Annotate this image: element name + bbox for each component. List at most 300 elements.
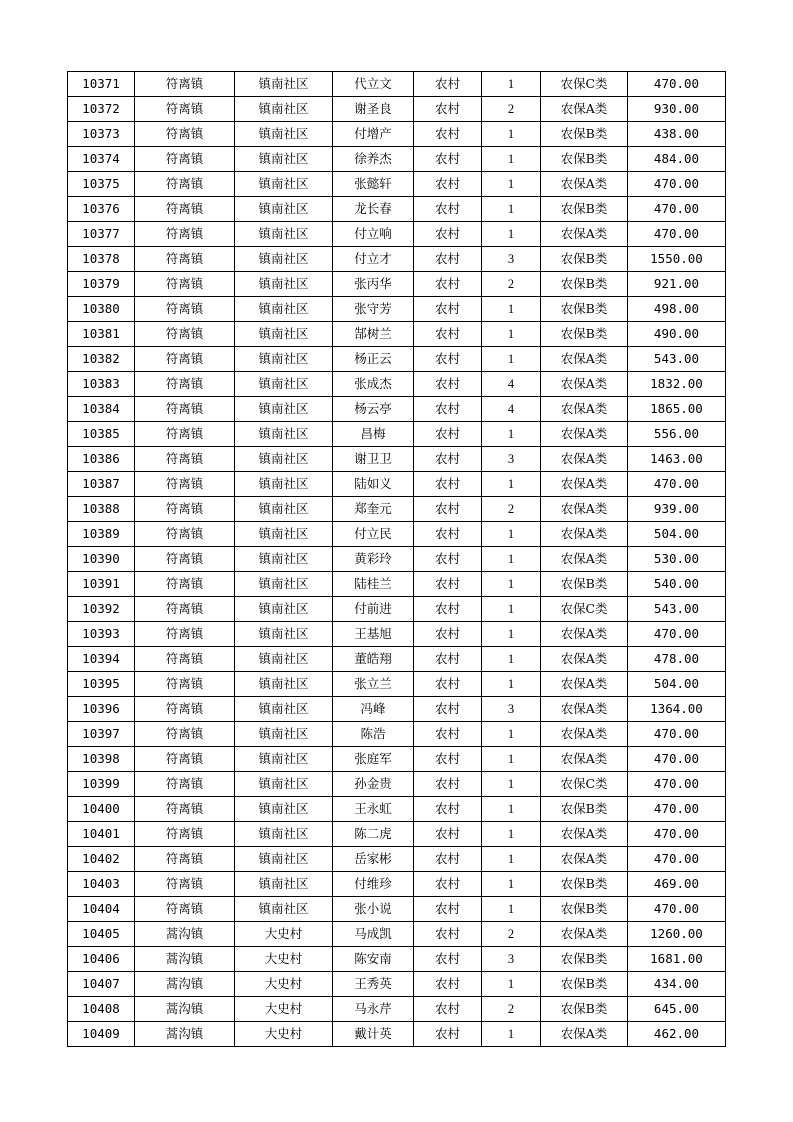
- member-count-cell: 1: [482, 147, 541, 172]
- table-row: [68, 372, 726, 397]
- member-count-cell: 1: [482, 747, 541, 772]
- person-name-cell: 谢卫卫: [333, 447, 414, 472]
- person-name-cell: 黄彩玲: [333, 547, 414, 572]
- record-id-cell: 10394: [68, 647, 135, 672]
- town-cell: 蒿沟镇: [135, 972, 235, 997]
- person-name-cell: 冯峰: [333, 697, 414, 722]
- amount-cell: 543.00: [628, 347, 726, 372]
- table-row: [68, 822, 726, 847]
- record-id-cell: 10383: [68, 372, 135, 397]
- table-row: [68, 297, 726, 322]
- town-cell: 蒿沟镇: [135, 947, 235, 972]
- household-type-cell: 农村: [414, 522, 482, 547]
- record-id-cell: 10375: [68, 172, 135, 197]
- member-count-cell: 2: [482, 922, 541, 947]
- town-cell: 符离镇: [135, 247, 235, 272]
- table-row: [68, 422, 726, 447]
- village-cell: 镇南社区: [235, 747, 333, 772]
- insurance-category-cell: 农保A类: [541, 447, 628, 472]
- member-count-cell: 1: [482, 472, 541, 497]
- town-cell: 符离镇: [135, 747, 235, 772]
- table-row: [68, 647, 726, 672]
- town-cell: 符离镇: [135, 797, 235, 822]
- member-count-cell: 2: [482, 272, 541, 297]
- table-row: [68, 397, 726, 422]
- insurance-category-cell: 农保A类: [541, 422, 628, 447]
- amount-cell: 462.00: [628, 1022, 726, 1047]
- member-count-cell: 1: [482, 772, 541, 797]
- insurance-category-cell: 农保A类: [541, 97, 628, 122]
- member-count-cell: 1: [482, 547, 541, 572]
- amount-cell: 1364.00: [628, 697, 726, 722]
- amount-cell: 470.00: [628, 797, 726, 822]
- record-id-cell: 10385: [68, 422, 135, 447]
- amount-cell: 470.00: [628, 472, 726, 497]
- record-id-cell: 10404: [68, 897, 135, 922]
- town-cell: 符离镇: [135, 322, 235, 347]
- village-cell: 大史村: [235, 1022, 333, 1047]
- village-cell: 镇南社区: [235, 297, 333, 322]
- village-cell: 镇南社区: [235, 247, 333, 272]
- insurance-category-cell: 农保B类: [541, 147, 628, 172]
- insurance-category-cell: 农保B类: [541, 272, 628, 297]
- amount-cell: 470.00: [628, 847, 726, 872]
- household-type-cell: 农村: [414, 472, 482, 497]
- person-name-cell: 代立文: [333, 72, 414, 97]
- table-row: [68, 872, 726, 897]
- village-cell: 镇南社区: [235, 847, 333, 872]
- amount-cell: 1550.00: [628, 247, 726, 272]
- village-cell: 镇南社区: [235, 622, 333, 647]
- town-cell: 符离镇: [135, 572, 235, 597]
- person-name-cell: 孙金贵: [333, 772, 414, 797]
- member-count-cell: 2: [482, 997, 541, 1022]
- person-name-cell: 王基旭: [333, 622, 414, 647]
- insurance-category-cell: 农保B类: [541, 322, 628, 347]
- household-type-cell: 农村: [414, 872, 482, 897]
- town-cell: 符离镇: [135, 222, 235, 247]
- member-count-cell: 1: [482, 847, 541, 872]
- household-type-cell: 农村: [414, 172, 482, 197]
- household-type-cell: 农村: [414, 72, 482, 97]
- town-cell: 符离镇: [135, 822, 235, 847]
- table-row: [68, 97, 726, 122]
- member-count-cell: 1: [482, 1022, 541, 1047]
- amount-cell: 530.00: [628, 547, 726, 572]
- person-name-cell: 龙长春: [333, 197, 414, 222]
- person-name-cell: 张懿轩: [333, 172, 414, 197]
- amount-cell: 470.00: [628, 897, 726, 922]
- person-name-cell: 付维珍: [333, 872, 414, 897]
- insurance-category-cell: 农保B类: [541, 997, 628, 1022]
- household-type-cell: 农村: [414, 372, 482, 397]
- member-count-cell: 1: [482, 347, 541, 372]
- record-id-cell: 10372: [68, 97, 135, 122]
- person-name-cell: 张庭军: [333, 747, 414, 772]
- record-id-cell: 10405: [68, 922, 135, 947]
- table-row: [68, 72, 726, 97]
- town-cell: 符离镇: [135, 297, 235, 322]
- record-id-cell: 10408: [68, 997, 135, 1022]
- record-id-cell: 10380: [68, 297, 135, 322]
- record-id-cell: 10382: [68, 347, 135, 372]
- member-count-cell: 1: [482, 172, 541, 197]
- member-count-cell: 1: [482, 522, 541, 547]
- person-name-cell: 董皓翔: [333, 647, 414, 672]
- town-cell: 符离镇: [135, 622, 235, 647]
- household-type-cell: 农村: [414, 347, 482, 372]
- table-row: [68, 272, 726, 297]
- town-cell: 符离镇: [135, 147, 235, 172]
- amount-cell: 543.00: [628, 597, 726, 622]
- record-id-cell: 10403: [68, 872, 135, 897]
- amount-cell: 470.00: [628, 772, 726, 797]
- record-id-cell: 10388: [68, 497, 135, 522]
- town-cell: 蒿沟镇: [135, 1022, 235, 1047]
- person-name-cell: 戴计英: [333, 1022, 414, 1047]
- record-id-cell: 10373: [68, 122, 135, 147]
- town-cell: 符离镇: [135, 272, 235, 297]
- member-count-cell: 1: [482, 872, 541, 897]
- insurance-category-cell: 农保B类: [541, 197, 628, 222]
- amount-cell: 1463.00: [628, 447, 726, 472]
- member-count-cell: 1: [482, 722, 541, 747]
- member-count-cell: 1: [482, 297, 541, 322]
- household-type-cell: 农村: [414, 497, 482, 522]
- member-count-cell: 1: [482, 222, 541, 247]
- record-id-cell: 10402: [68, 847, 135, 872]
- member-count-cell: 1: [482, 322, 541, 347]
- insurance-category-cell: 农保C类: [541, 72, 628, 97]
- insurance-category-cell: 农保B类: [541, 572, 628, 597]
- person-name-cell: 谢圣良: [333, 97, 414, 122]
- table-row: [68, 1022, 726, 1047]
- insurance-category-cell: 农保A类: [541, 922, 628, 947]
- amount-cell: 478.00: [628, 647, 726, 672]
- member-count-cell: 3: [482, 447, 541, 472]
- amount-cell: 930.00: [628, 97, 726, 122]
- member-count-cell: 4: [482, 397, 541, 422]
- person-name-cell: 陆桂兰: [333, 572, 414, 597]
- amount-cell: 438.00: [628, 122, 726, 147]
- insurance-category-cell: 农保A类: [541, 847, 628, 872]
- amount-cell: 490.00: [628, 322, 726, 347]
- household-type-cell: 农村: [414, 397, 482, 422]
- insurance-category-cell: 农保A类: [541, 697, 628, 722]
- town-cell: 符离镇: [135, 197, 235, 222]
- village-cell: 镇南社区: [235, 422, 333, 447]
- town-cell: 符离镇: [135, 372, 235, 397]
- insurance-category-cell: 农保A类: [541, 647, 628, 672]
- village-cell: 镇南社区: [235, 447, 333, 472]
- village-cell: 镇南社区: [235, 97, 333, 122]
- town-cell: 符离镇: [135, 122, 235, 147]
- household-type-cell: 农村: [414, 922, 482, 947]
- person-name-cell: 昌梅: [333, 422, 414, 447]
- town-cell: 符离镇: [135, 547, 235, 572]
- household-type-cell: 农村: [414, 897, 482, 922]
- record-id-cell: 10377: [68, 222, 135, 247]
- household-type-cell: 农村: [414, 272, 482, 297]
- village-cell: 镇南社区: [235, 897, 333, 922]
- village-cell: 镇南社区: [235, 347, 333, 372]
- insurance-category-cell: 农保A类: [541, 622, 628, 647]
- record-id-cell: 10400: [68, 797, 135, 822]
- household-type-cell: 农村: [414, 847, 482, 872]
- record-id-cell: 10371: [68, 72, 135, 97]
- amount-cell: 1260.00: [628, 922, 726, 947]
- household-type-cell: 农村: [414, 322, 482, 347]
- member-count-cell: 1: [482, 197, 541, 222]
- village-cell: 镇南社区: [235, 372, 333, 397]
- amount-cell: 498.00: [628, 297, 726, 322]
- member-count-cell: 2: [482, 97, 541, 122]
- amount-cell: 540.00: [628, 572, 726, 597]
- household-type-cell: 农村: [414, 422, 482, 447]
- member-count-cell: 1: [482, 897, 541, 922]
- household-type-cell: 农村: [414, 547, 482, 572]
- table-row: [68, 922, 726, 947]
- village-cell: 镇南社区: [235, 222, 333, 247]
- table-row: [68, 322, 726, 347]
- village-cell: 镇南社区: [235, 272, 333, 297]
- household-type-cell: 农村: [414, 447, 482, 472]
- member-count-cell: 1: [482, 622, 541, 647]
- table-row: [68, 897, 726, 922]
- record-id-cell: 10396: [68, 697, 135, 722]
- town-cell: 符离镇: [135, 897, 235, 922]
- amount-cell: 470.00: [628, 197, 726, 222]
- insurance-category-cell: 农保B类: [541, 897, 628, 922]
- household-type-cell: 农村: [414, 222, 482, 247]
- household-type-cell: 农村: [414, 97, 482, 122]
- member-count-cell: 4: [482, 372, 541, 397]
- person-name-cell: 付立才: [333, 247, 414, 272]
- insurance-category-cell: 农保A类: [541, 722, 628, 747]
- village-cell: 镇南社区: [235, 397, 333, 422]
- insurance-category-cell: 农保A类: [541, 347, 628, 372]
- insurance-category-cell: 农保A类: [541, 172, 628, 197]
- household-type-cell: 农村: [414, 947, 482, 972]
- member-count-cell: 3: [482, 697, 541, 722]
- table-row: [68, 672, 726, 697]
- village-cell: 镇南社区: [235, 647, 333, 672]
- table-row: [68, 497, 726, 522]
- household-type-cell: 农村: [414, 1022, 482, 1047]
- insurance-category-cell: 农保A类: [541, 472, 628, 497]
- person-name-cell: 张立兰: [333, 672, 414, 697]
- household-type-cell: 农村: [414, 722, 482, 747]
- village-cell: 镇南社区: [235, 497, 333, 522]
- insurance-category-cell: 农保A类: [541, 397, 628, 422]
- record-id-cell: 10376: [68, 197, 135, 222]
- household-type-cell: 农村: [414, 147, 482, 172]
- person-name-cell: 张小说: [333, 897, 414, 922]
- table-row: [68, 847, 726, 872]
- record-id-cell: 10399: [68, 772, 135, 797]
- insurance-category-cell: 农保A类: [541, 747, 628, 772]
- town-cell: 符离镇: [135, 497, 235, 522]
- table-row: [68, 197, 726, 222]
- insurance-category-cell: 农保B类: [541, 947, 628, 972]
- town-cell: 符离镇: [135, 597, 235, 622]
- table-row: [68, 347, 726, 372]
- village-cell: 镇南社区: [235, 722, 333, 747]
- village-cell: 镇南社区: [235, 572, 333, 597]
- insurance-category-cell: 农保B类: [541, 122, 628, 147]
- village-cell: 镇南社区: [235, 472, 333, 497]
- town-cell: 符离镇: [135, 522, 235, 547]
- insurance-category-cell: 农保A类: [541, 522, 628, 547]
- amount-cell: 434.00: [628, 972, 726, 997]
- insurance-category-cell: 农保A类: [541, 222, 628, 247]
- table-row: [68, 697, 726, 722]
- insurance-category-cell: 农保A类: [541, 372, 628, 397]
- village-cell: 大史村: [235, 972, 333, 997]
- insurance-category-cell: 农保A类: [541, 497, 628, 522]
- record-id-cell: 10389: [68, 522, 135, 547]
- amount-cell: 1865.00: [628, 397, 726, 422]
- insurance-category-cell: 农保C类: [541, 597, 628, 622]
- amount-cell: 470.00: [628, 622, 726, 647]
- person-name-cell: 陈安南: [333, 947, 414, 972]
- person-name-cell: 岳家彬: [333, 847, 414, 872]
- village-cell: 大史村: [235, 947, 333, 972]
- town-cell: 符离镇: [135, 72, 235, 97]
- town-cell: 符离镇: [135, 772, 235, 797]
- table-row: [68, 122, 726, 147]
- member-count-cell: 3: [482, 247, 541, 272]
- person-name-cell: 陆如义: [333, 472, 414, 497]
- record-id-cell: 10401: [68, 822, 135, 847]
- town-cell: 符离镇: [135, 847, 235, 872]
- village-cell: 镇南社区: [235, 147, 333, 172]
- person-name-cell: 付前进: [333, 597, 414, 622]
- member-count-cell: 1: [482, 647, 541, 672]
- town-cell: 符离镇: [135, 872, 235, 897]
- person-name-cell: 张守芳: [333, 297, 414, 322]
- village-cell: 镇南社区: [235, 697, 333, 722]
- record-id-cell: 10386: [68, 447, 135, 472]
- insurance-category-cell: 农保B类: [541, 872, 628, 897]
- record-id-cell: 10395: [68, 672, 135, 697]
- village-cell: 大史村: [235, 997, 333, 1022]
- insurance-category-cell: 农保A类: [541, 672, 628, 697]
- amount-cell: 470.00: [628, 172, 726, 197]
- record-id-cell: 10379: [68, 272, 135, 297]
- insurance-category-cell: 农保B类: [541, 247, 628, 272]
- amount-cell: 504.00: [628, 672, 726, 697]
- person-name-cell: 郑奎元: [333, 497, 414, 522]
- person-name-cell: 杨正云: [333, 347, 414, 372]
- amount-cell: 470.00: [628, 72, 726, 97]
- member-count-cell: 1: [482, 72, 541, 97]
- record-id-cell: 10384: [68, 397, 135, 422]
- amount-cell: 470.00: [628, 822, 726, 847]
- amount-cell: 470.00: [628, 222, 726, 247]
- household-type-cell: 农村: [414, 747, 482, 772]
- record-id-cell: 10406: [68, 947, 135, 972]
- household-type-cell: 农村: [414, 822, 482, 847]
- amount-cell: 469.00: [628, 872, 726, 897]
- table-row: [68, 622, 726, 647]
- table-row: [68, 797, 726, 822]
- household-type-cell: 农村: [414, 772, 482, 797]
- member-count-cell: 1: [482, 822, 541, 847]
- town-cell: 符离镇: [135, 447, 235, 472]
- person-name-cell: 王永虹: [333, 797, 414, 822]
- insurance-category-cell: 农保A类: [541, 1022, 628, 1047]
- amount-cell: 939.00: [628, 497, 726, 522]
- table-row: [68, 547, 726, 572]
- village-cell: 镇南社区: [235, 547, 333, 572]
- town-cell: 符离镇: [135, 347, 235, 372]
- table-row: [68, 972, 726, 997]
- amount-cell: 504.00: [628, 522, 726, 547]
- household-type-cell: 农村: [414, 122, 482, 147]
- roster-sheet: [67, 71, 726, 1047]
- member-count-cell: 1: [482, 422, 541, 447]
- town-cell: 符离镇: [135, 397, 235, 422]
- amount-cell: 1832.00: [628, 372, 726, 397]
- person-name-cell: 张成杰: [333, 372, 414, 397]
- table-row: [68, 772, 726, 797]
- person-name-cell: 付立民: [333, 522, 414, 547]
- amount-cell: 470.00: [628, 747, 726, 772]
- insurance-category-cell: 农保A类: [541, 547, 628, 572]
- table-row: [68, 947, 726, 972]
- village-cell: 镇南社区: [235, 797, 333, 822]
- member-count-cell: 1: [482, 597, 541, 622]
- amount-cell: 1681.00: [628, 947, 726, 972]
- insurance-category-cell: 农保A类: [541, 822, 628, 847]
- roster-table: [67, 71, 726, 1047]
- household-type-cell: 农村: [414, 672, 482, 697]
- village-cell: 镇南社区: [235, 772, 333, 797]
- insurance-category-cell: 农保C类: [541, 772, 628, 797]
- record-id-cell: 10397: [68, 722, 135, 747]
- village-cell: 镇南社区: [235, 597, 333, 622]
- person-name-cell: 陈二虎: [333, 822, 414, 847]
- town-cell: 符离镇: [135, 472, 235, 497]
- member-count-cell: 1: [482, 797, 541, 822]
- record-id-cell: 10390: [68, 547, 135, 572]
- amount-cell: 645.00: [628, 997, 726, 1022]
- table-row: [68, 247, 726, 272]
- record-id-cell: 10407: [68, 972, 135, 997]
- village-cell: 镇南社区: [235, 172, 333, 197]
- record-id-cell: 10387: [68, 472, 135, 497]
- amount-cell: 556.00: [628, 422, 726, 447]
- person-name-cell: 付立响: [333, 222, 414, 247]
- table-row: [68, 472, 726, 497]
- household-type-cell: 农村: [414, 697, 482, 722]
- person-name-cell: 陈浩: [333, 722, 414, 747]
- member-count-cell: 1: [482, 572, 541, 597]
- town-cell: 符离镇: [135, 647, 235, 672]
- village-cell: 镇南社区: [235, 122, 333, 147]
- amount-cell: 484.00: [628, 147, 726, 172]
- member-count-cell: 3: [482, 947, 541, 972]
- town-cell: 蒿沟镇: [135, 922, 235, 947]
- record-id-cell: 10378: [68, 247, 135, 272]
- table-row: [68, 447, 726, 472]
- record-id-cell: 10391: [68, 572, 135, 597]
- insurance-category-cell: 农保B类: [541, 972, 628, 997]
- household-type-cell: 农村: [414, 997, 482, 1022]
- household-type-cell: 农村: [414, 797, 482, 822]
- record-id-cell: 10374: [68, 147, 135, 172]
